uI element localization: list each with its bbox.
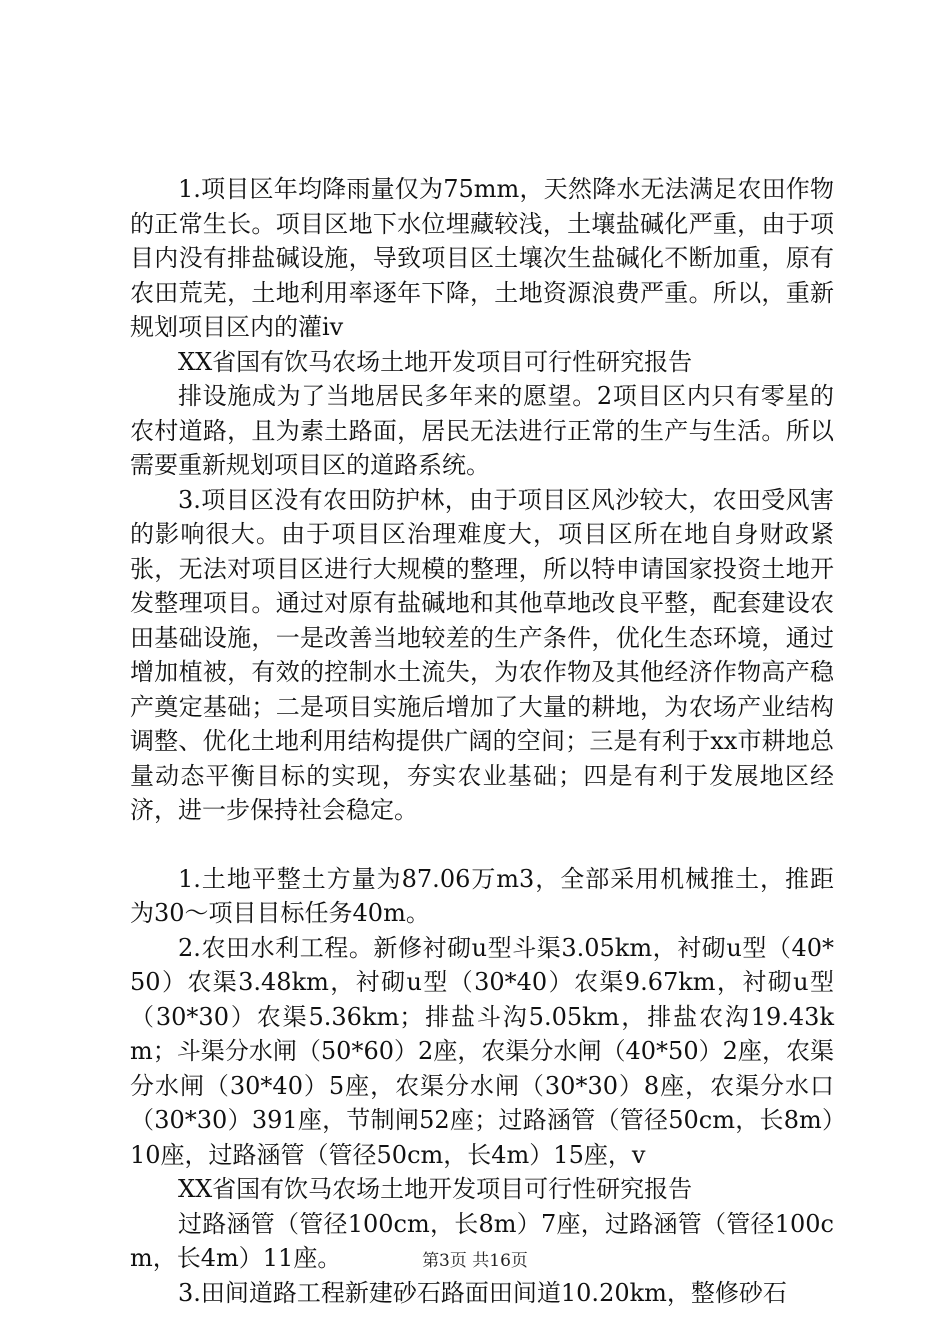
- paragraph-land-leveling: 1.土地平整土方量为87.06万m3，全部采用机械推土，推距为30～项目目标任务40m。: [130, 864, 834, 927]
- paragraph-road-works: 3.田间道路工程新建砂石路面田间道10.20km，整修砂石: [178, 1278, 787, 1307]
- paragraph-water-works: 2.农田水利工程。新修衬砌u型斗渠3.05km，衬砌u型（40*50）农渠3.48km，衬砌u型（30*40）农渠9.67km，衬砌u型（30*30）农渠5.36km；排盐斗沟5.05km，排盐农沟19.43km；斗渠分水闸（50*60）2座，农渠分水闸（40*50）2座，农渠分水闸（30*40）5座，农渠分水闸（30*30）8座，农渠分水口（30*30）391座，节制闸52座；过路涵管（管径50cm，长8m）10座，过路涵管（管径50cm，长4m）15座，v: [130, 933, 834, 1169]
- running-header: XX省国有饮马农场土地开发项目可行性研究报告: [178, 1175, 693, 1203]
- page-footer: 第3页 共16页: [422, 1251, 528, 1271]
- paragraph-irrigation-need: 1.项目区年均降雨量仅为75mm，天然降水无法满足农田作物的正常生长。项目区地下水位埋藏较浅，土壤盐碱化严重，由于项目内没有排盐碱设施，导致项目区土壤次生盐碱化不断加重，原有农田荒芜，土地利用率逐年下降，土地资源浪费严重。所以，重新规划项目区内的灌iv: [130, 175, 834, 341]
- running-header: XX省国有饮马农场土地开发项目可行性研究报告: [178, 347, 693, 376]
- paragraph-road-need: 排设施成为了当地居民多年来的愿望。2项目区内只有零星的农村道路，且为素土路面，居民无法进行正常的生产与生活。所以需要重新规划项目区的道路系统。: [130, 382, 834, 479]
- paragraph-culverts: 过路涵管（管径100cm，长8m）7座，过路涵管（管径100cm，长4m）11座。: [130, 1209, 834, 1272]
- document-body: [130, 172, 834, 1310]
- paragraph-shelterbelt-need: 3.项目区没有农田防护林，由于项目区风沙较大，农田受风害的影响很大。由于项目区治理难度大，项目区所在地自身财政紧张，无法对项目区进行大规模的整理，所以特申请国家投资土地开发整理项目。通过对原有盐碱地和其他草地改良平整，配套建设农田基础设施，一是改善当地较差的生产条件，优化生态环境，通过增加植被，有效的控制水土流失，为农作物及其他经济作物高产稳产奠定基础；二是项目实施后增加了大量的耕地，为农场产业结构调整、优化土地利用结构提供广阔的空间；三是有利于xx市耕地总量动态平衡目标的实现，夯实农业基础；四是有利于发展地区经济，进一步保持社会稳定。: [130, 485, 834, 824]
